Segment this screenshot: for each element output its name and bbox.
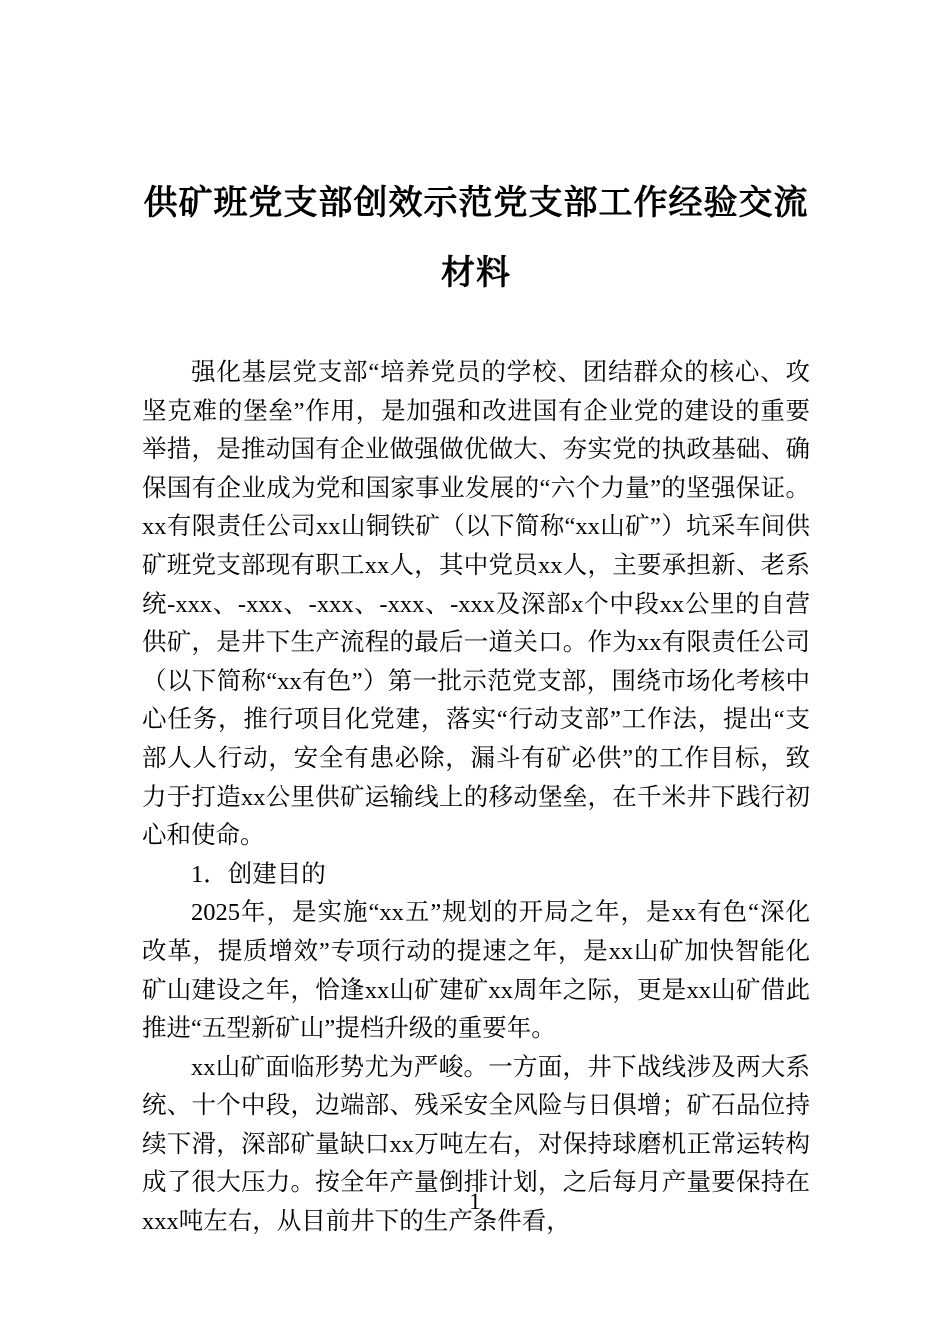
document-title: 供矿班党支部创效示范党支部工作经验交流材料	[143, 184, 809, 292]
page-number: 1	[469, 1189, 481, 1214]
section-heading-1: 1．创建目的	[191, 860, 326, 888]
paragraph-intro: 强化基层党支部“培养党员的学校、团结群众的核心、攻坚克难的堡垒”作用，是加强和改进国有企业党的建设的重要举措，是推动国有企业做强做优做大、夯实党的执政基础、确保国有企业成为党和国家事业发展的“六个力量”的坚强保证。xx有限责任公司xx山铜铁矿（以下简称“xx山矿”）坑采车间供矿班党支部现有职工xx人，其中党员xx人，主要承担新、老系统-xxx、-xxx、-xxx、-xxx、-xxx及深部x个中段xx公里的自营供矿，是井下生产流程的最后一道关口。作为xx有限责任公司（以下简称“xx有色”）第一批示范党支部，围绕市场化考核中心任务，推行项目化党建，落实“行动支部”工作法，提出“支部人人行动，安全有患必除，漏斗有矿必供”的工作目标，致力于打造xx公里供矿运输线上的移动堡垒，在千米井下践行初心和使命。	[142, 359, 810, 850]
paragraph-situation: xx山矿面临形势尤为严峻。一方面，井下战线涉及两大系统、十个中段，边端部、残采安全风险与日俱增；矿石品位持续下滑，深部矿量缺口xx万吨左右，对保持球磨机正常运转构成了很大压力。按全年产量倒排计划，之后每月产量要保持在xxx吨左右，从目前井下的生产条件看，	[142, 1053, 810, 1236]
paragraph-2025-plan: 2025年，是实施“xx五”规划的开局之年，是xx有色“深化改革，提质增效”专项行动的提速之年，是xx山矿加快智能化矿山建设之年，恰逢xx山矿建矿xx周年之际，更是xx山矿借此推进“五型新矿山”提档升级的重要年。	[142, 899, 810, 1043]
